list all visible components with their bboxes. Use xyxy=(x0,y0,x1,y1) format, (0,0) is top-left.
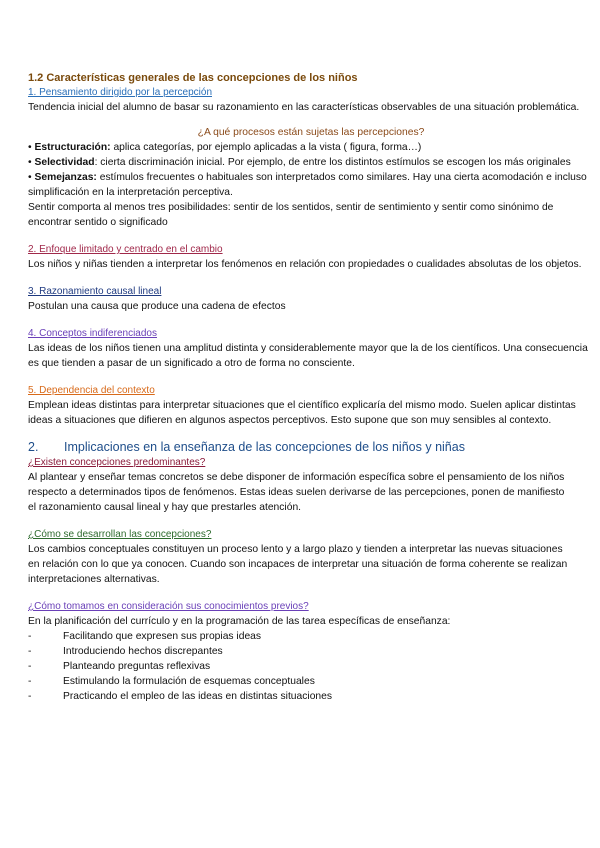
list-item-text: Estimulando la formulación de esquemas conceptuales xyxy=(63,676,315,687)
text-enfoque: Los niños y niñas tienden a interpretar los fenómenos en relación con propiedades o cualidades absolutas de los objetos. xyxy=(28,259,582,270)
question-percepciones: ¿A qué procesos están sujetas las percepciones? xyxy=(197,127,425,138)
text-predominantes-line2: respecto a determinados tipos de fenómenos. Estas ideas suelen derivarse de las percepciones, ponen de manifiesto xyxy=(28,487,565,498)
heading-dependencia: 5. Dependencia del contexto xyxy=(28,385,155,396)
heading-desarrollan: ¿Cómo se desarrollan las concepciones? xyxy=(28,529,212,540)
term-selectividad: Selectividad xyxy=(34,157,95,168)
list-item xyxy=(28,674,594,689)
text-semejanzas: estímulos frecuentes o habituales son interpretados como similares. Hay una cierta acomodación e incluso simplificación en la interpretación perceptiva. xyxy=(28,172,587,198)
list-item xyxy=(28,629,594,644)
list-dash: - xyxy=(28,631,32,642)
text-desarrollan-line2: en relación con lo que ya conocen. Cuando son incapaces de interpretar una situación de forma coherente se realizan xyxy=(28,559,568,570)
heading-razonamiento: 3. Razonamiento causal lineal xyxy=(28,286,162,297)
bullet-estructuracion: • Estructuración: aplica categorías, por ejemplo aplicadas a la vista ( figura, forma…) xyxy=(28,142,422,153)
text-desarrollan-line1: Los cambios conceptuales constituyen un proceso lento y a largo plazo y tienden a interpretar las nuevas situaciones xyxy=(28,544,563,555)
section2-title xyxy=(28,438,594,456)
document-content xyxy=(28,71,594,704)
list-item xyxy=(28,659,594,674)
list-item xyxy=(28,689,594,704)
bullet-semejanzas: • Semejanzas: estímulos frecuentes o habituales son interpretados como similares. Hay una cierta acomodación e incluso simplificación en la interpretación perceptiva. xyxy=(28,172,587,198)
term-estructuracion: Estructuración: xyxy=(34,142,111,153)
list-dash: - xyxy=(28,691,32,702)
text-conceptos: Las ideas de los niños tienen una amplitud distinta y considerablemente mayor que la de los científicos. Una consecuencia es que tienden a pasar de un significado a otro de forma no consciente. xyxy=(28,343,588,369)
list-item-text: Planteando preguntas reflexivas xyxy=(63,661,211,672)
heading-predominantes: ¿Existen concepciones predominantes? xyxy=(28,457,206,468)
text-pensamiento: Tendencia inicial del alumno de basar su razonamiento en las características observables de una situación problemática. xyxy=(28,102,580,113)
text-predominantes-line1: Al plantear y enseñar temas concretos se debe disponer de información específica sobre el pensamiento de los niños xyxy=(28,472,565,483)
section2-title-text: Implicaciones en la enseñanza de las concepciones de los niños y niñas xyxy=(64,440,465,454)
strategies-list xyxy=(28,629,594,704)
text-desarrollan-line3: interpretaciones alternativas. xyxy=(28,574,160,585)
section-title: 1.2 Características generales de las concepciones de los niños xyxy=(28,72,358,84)
list-item xyxy=(28,644,594,659)
list-item-text: Facilitando que expresen sus propias ideas xyxy=(63,631,262,642)
heading-conceptos: 4. Conceptos indiferenciados xyxy=(28,328,157,339)
heading-enfoque: 2. Enfoque limitado y centrado en el cambio xyxy=(28,244,223,255)
heading-pensamiento: 1. Pensamiento dirigido por la percepción xyxy=(28,87,212,98)
text-dependencia: Emplean ideas distintas para interpretar situaciones que el científico explicaría del mismo modo. Suelen aplicar distintas ideas a situaciones que difieren en algunos aspectos perceptivos. Esto supone que son muy sensibles al contexto. xyxy=(28,400,576,426)
list-dash: - xyxy=(28,646,32,657)
text-predominantes-line3: el razonamiento causal lineal y hay que prestarles atención. xyxy=(28,502,302,513)
term-semejanzas: Semejanzas: xyxy=(34,172,97,183)
list-item-text: Introduciendo hechos discrepantes xyxy=(63,646,223,657)
text-conocimientos-intro: En la planificación del currículo y en la programación de las tarea específicas de enseñanza: xyxy=(28,616,451,627)
text-selectividad: : cierta discriminación inicial. Por ejemplo, de entre los distintos estímulos se escogen los más originales xyxy=(94,157,571,168)
text-sentir: Sentir comporta al menos tres posibilidades: sentir de los sentidos, sentir de sentimiento y sentir como sinónimo de encontrar sentido o significado xyxy=(28,202,554,228)
section2-number: 2. xyxy=(28,440,39,454)
bullet-selectividad: • Selectividad: cierta discriminación inicial. Por ejemplo, de entre los distintos estímulos se escogen los más originales xyxy=(28,157,571,168)
text-estructuracion: aplica categorías, por ejemplo aplicadas a la vista ( figura, forma…) xyxy=(110,142,422,153)
heading-conocimientos: ¿Cómo tomamos en consideración sus conocimientos previos? xyxy=(28,601,309,612)
list-dash: - xyxy=(28,676,32,687)
list-item-text: Practicando el empleo de las ideas en distintas situaciones xyxy=(63,691,333,702)
list-dash: - xyxy=(28,661,32,672)
text-razonamiento: Postulan una causa que produce una cadena de efectos xyxy=(28,301,286,312)
